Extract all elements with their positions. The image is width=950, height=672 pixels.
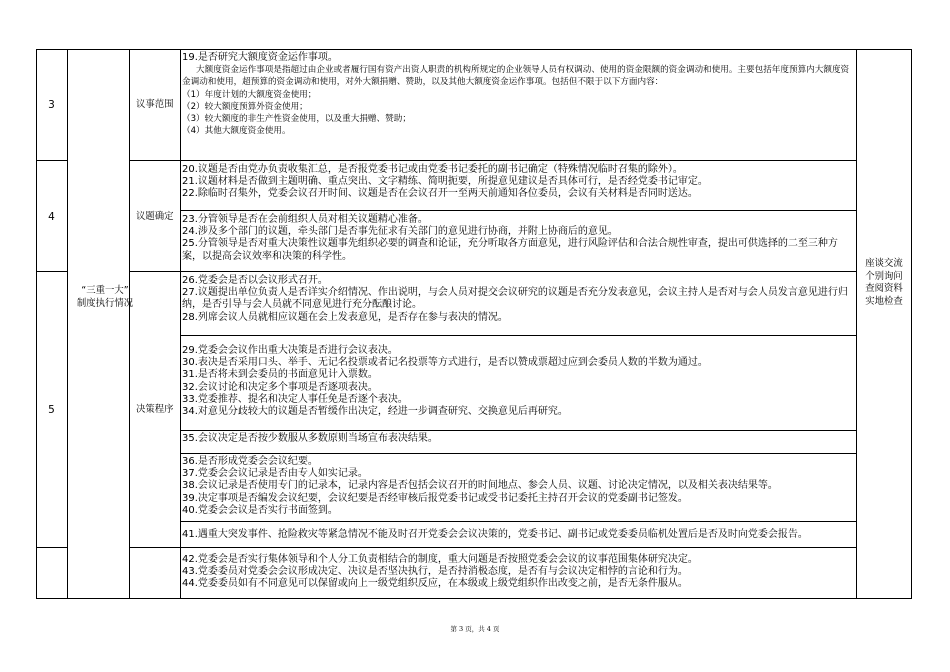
sub-label-scope: 议事范围 (136, 99, 174, 110)
items-36-40: 36.是否形成党委会会议纪要。 37.党委会会议记录是否由专人如实记录。 38.会议记录是否使用专门的记录本，记录内容是否包括会议召开的时间地点、参会人员、议题、讨论决定情况，以及相关表决结果等。 39.决定事项是否编发会议纪要，会议纪要是否经审核后报党委书记或受书记委托主持召开会议的党委副书记签发。 40.党委会会议是否实行书面签到。 (182, 456, 778, 516)
items-20-22: 20.议题是否由党办负责收集汇总，是否报党委书记或由党委书记委托的副书记确定（特殊情况临时召集的除外）。 21.议题材料是否做到主题明确、重点突出、文字精练、简明扼要，所提意见建议是否具体可行，是否经党委书记审定。 22.除临时召集外，党委会议召开时间、议题是否在会议召开一至两天前通知各位委员，会议有关材料是否同时送达。 (182, 164, 708, 200)
item-35: 35.会议决定是否按少数服从多数原则当场宣布表决结果。 (182, 433, 438, 444)
items-26-28: 26.党委会是否以会议形式召开。 27.议题提出单位负责人是否详实介绍情况、作出说明，与会人员对提交会议研究的议题是否充分发表意见，会议主持人是否对与会人员发言意见进行归纳，是否引导与会人员就不同意见进行充分酝酿讨论。 28.列席会议人员就相应议题在会上发表意见，是否存在参与表决的情况。 (182, 275, 848, 323)
items-42-44: 42.党委会是否实行集体领导和个人分工负责相结合的制度，重大问题是否按照党委会会议的议事范围集体研究决定。 43.党委委员对党委会会议形成决定、决议是否坚决执行，是否持消极态度，是否有与会议决定相悖的言论和行为。 44.党委委员如有不同意见可以保留或向上一级党组织反应，在本级或上级党组织作出改变之前，是否无条件服从。 (182, 554, 698, 590)
page-footer: 第 3 页，共 4 页 (450, 625, 500, 633)
sub-label-procedure: 决策程序 (136, 404, 174, 415)
row-number-5: 5 (48, 404, 55, 416)
items-23-25: 23.分管领导是否在会前组织人员对相关议题精心准备。 24.涉及多个部门的议题，牵头部门是否事先征求有关部门的意见进行协商，并附上协商后的意见。 25.分管领导是否对重大决策性议题事先组织必要的调查和论证，充分听取各方面意见，进行风险评估和合法合规性审查，提出可供选择的二至三种方案，以提高会议效率和决策的科学性。 (182, 214, 838, 262)
sub-label-topic: 议题确定 (136, 211, 174, 222)
row-number-3: 3 (48, 99, 55, 111)
row-number-4: 4 (48, 211, 55, 223)
category-label: “三重一大” 制度执行情况 (76, 285, 134, 309)
check-method: 座谈交流 个别询问 查阅资料 实地检查 (865, 258, 903, 307)
items-29-34: 29.党委会会议作出重大决策是否进行会议表决。 30.表决是否采用口头、举手、无记名投票或者记名投票等方式进行，是否以赞成票超过应到会委员人数的半数为通过。 31.是否将未到会委员的书面意见计入票数。 32.会议讨论和决定多个事项是否逐项表决。 33.党委推荐、提名和决定人事任免是否逐个表决。 34.对意见分歧较大的议题是否暂缓作出决定，经进一步调查研究、交换意见后再研究。 (182, 345, 708, 418)
item-41: 41.遇重大突发事件、抢险救灾等紧急情况不能及时召开党委会会议决策的，党委书记、副书记或党委委员临机处置后是否及时向党委会报告。 (182, 529, 808, 540)
item-19: 19.是否研究大额度资金运作事项。 大额度资金运作事项是指超过由企业或者履行国有资产出资人职责的机构所规定的企业领导人员有权调动、使用的资金限额的资金调动和使用。主要包括年度预算内大额度资金调动和使用，超预算的资金调动和使用，对外大额捐赠、赞助，以及其他大额度资金运作事项。包括但不限于以下方面内容： （1）年度计划的大额度资金使用； （2）较大额度预算外资金使用； （3）较大额度的非生产性资金使用，以及重大捐赠、赞助； （4）其他大额度资金使用。 (182, 52, 850, 137)
